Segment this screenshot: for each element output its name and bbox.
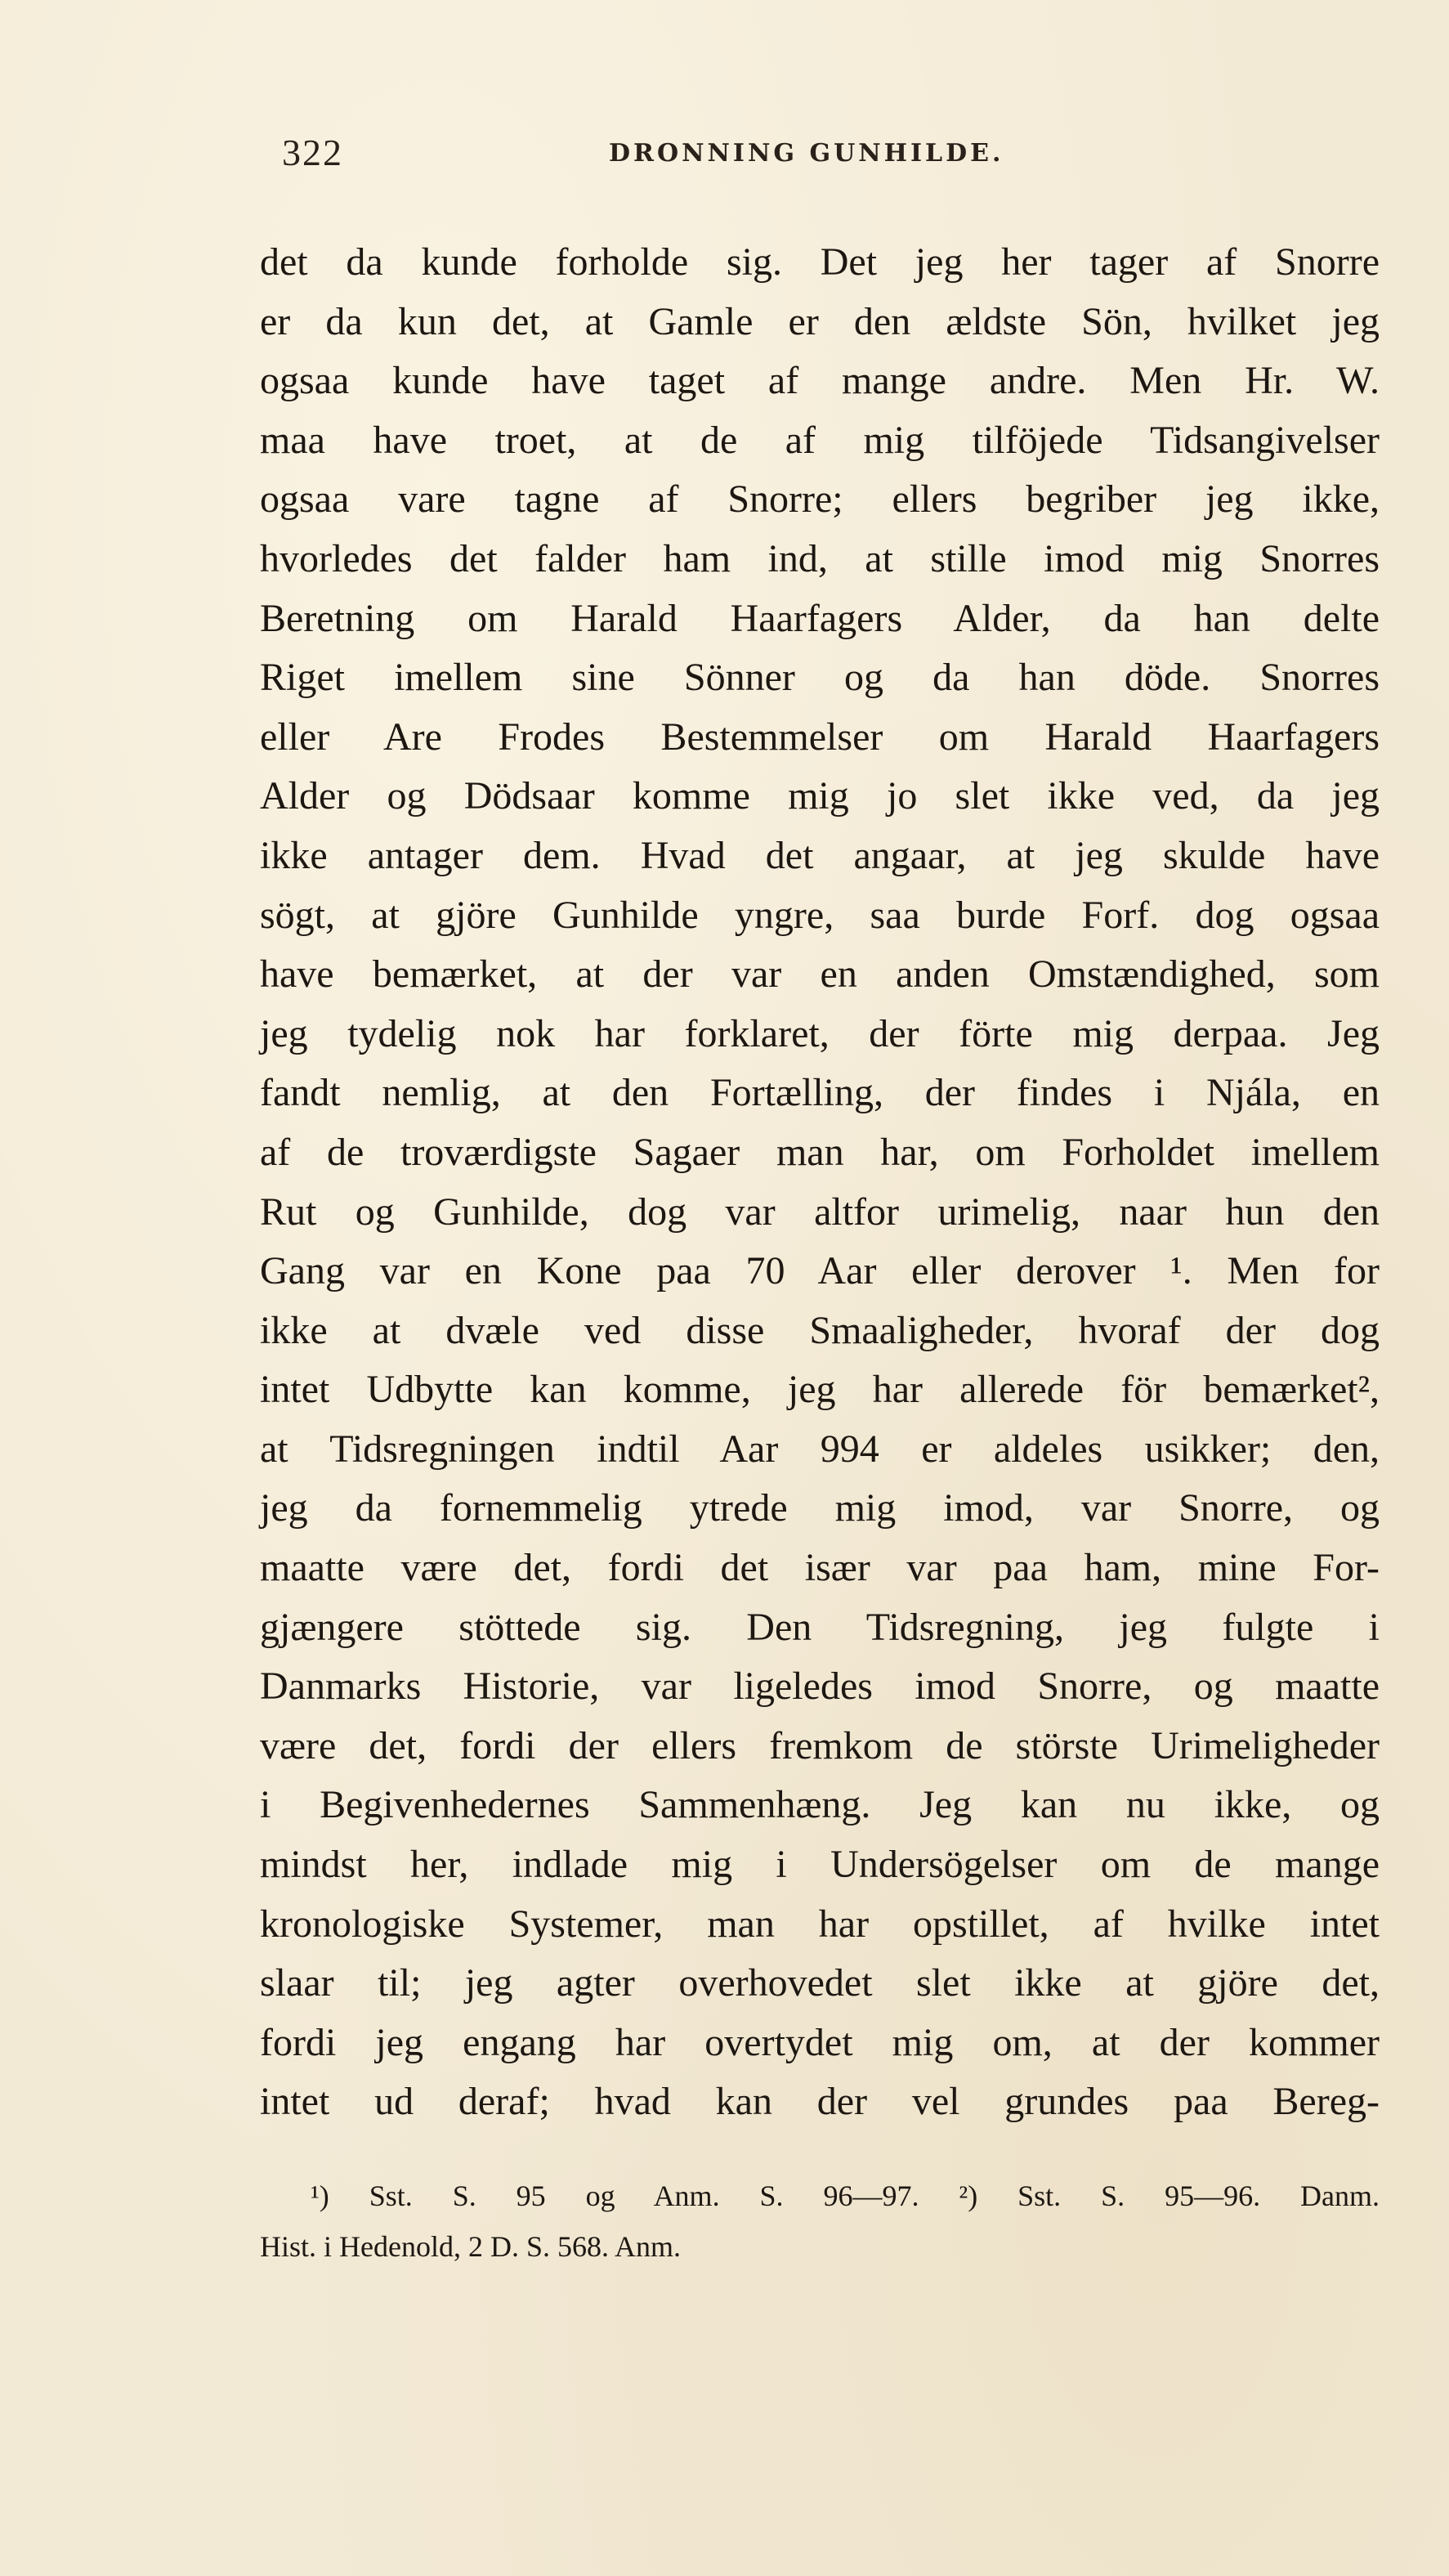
text-line: Alder og Dödsaar komme mig jo slet ikke ved, da jeg bbox=[260, 774, 1380, 818]
text-line: i Begivenhedernes Sammenhæng. Jeg kan nu ikke, og bbox=[260, 1783, 1380, 1827]
page-number: 322 bbox=[282, 132, 343, 173]
footnote-line: Hist. i Hedenold, 2 D. S. 568. Anm. bbox=[260, 2230, 682, 2263]
text-line: eller Are Frodes Bestemmelser om Harald Haarfagers bbox=[260, 715, 1380, 759]
body-text bbox=[260, 233, 1380, 2132]
text-line: intet ud deraf; hvad kan der vel grundes paa Bereg- bbox=[260, 2080, 1380, 2124]
text-line: at Tidsregningen indtil Aar 994 er aldeles usikker; den, bbox=[260, 1427, 1380, 1471]
text-line: intet Udbytte kan komme, jeg har allerede för bemærket², bbox=[260, 1368, 1380, 1412]
text-line: Danmarks Historie, var ligeledes imod Snorre, og maatte bbox=[260, 1664, 1380, 1709]
text-line: jeg da fornemmelig ytrede mig imod, var Snorre, og bbox=[260, 1486, 1380, 1530]
text-line: slaar til; jeg agter overhovedet slet ikke at gjöre det, bbox=[260, 1961, 1380, 2005]
text-line: være det, fordi der ellers fremkom de störste Urimeligheder bbox=[260, 1723, 1380, 1767]
text-line: hvorledes det falder ham ind, at stille imod mig Snorres bbox=[260, 536, 1380, 580]
text-line: maatte være det, fordi det især var paa ham, mine For- bbox=[260, 1546, 1380, 1590]
text-line: jeg tydelig nok har forklaret, der förte mig derpaa. Jeg bbox=[260, 1011, 1380, 1055]
text-line: er da kun det, at Gamle er den ældste Sön, hvilket jeg bbox=[260, 299, 1380, 343]
text-line: maa have troet, at de af mig tilföjede Tidsangivelser bbox=[260, 418, 1380, 462]
text-line: det da kunde forholde sig. Det jeg her tager af Snorre bbox=[260, 240, 1380, 284]
text-line: ikke antager dem. Hvad det angaar, at jeg skulde have bbox=[260, 833, 1380, 877]
text-line: Riget imellem sine Sönner og da han döde. Snorres bbox=[260, 656, 1380, 700]
running-title: DRONNING GUNHILDE. bbox=[609, 139, 1004, 168]
text-line: Beretning om Harald Haarfagers Alder, da han delte bbox=[260, 596, 1380, 640]
text-line: fandt nemlig, at den Fortælling, der findes i Njála, en bbox=[260, 1071, 1380, 1115]
footnotes bbox=[260, 2171, 1380, 2272]
text-line: gjængere stöttede sig. Den Tidsregning, jeg fulgte i bbox=[260, 1605, 1380, 1649]
text-line: have bemærket, at der var en anden Omstændighed, som bbox=[260, 952, 1380, 997]
text-line: ogsaa kunde have taget af mange andre. Men Hr. W. bbox=[260, 359, 1380, 403]
text-line: kronologiske Systemer, man har opstillet, af hvilke intet bbox=[260, 1902, 1380, 1946]
page-header bbox=[0, 131, 1449, 180]
text-line: sögt, at gjöre Gunhilde yngre, saa burde Forf. dog ogsaa bbox=[260, 893, 1380, 937]
text-line: ogsaa vare tagne af Snorre; ellers begriber jeg ikke, bbox=[260, 477, 1380, 522]
text-line: af de troværdigste Sagaer man har, om Forholdet imellem bbox=[260, 1130, 1380, 1174]
text-line: fordi jeg engang har overtydet mig om, at der kommer bbox=[260, 2020, 1380, 2064]
text-line: Gang var en Kone paa 70 Aar eller derover ¹. Men for bbox=[260, 1249, 1380, 1293]
text-line: ikke at dvæle ved disse Smaaligheder, hvoraf der dog bbox=[260, 1308, 1380, 1352]
footnote-line: ¹) Sst. S. 95 og Anm. S. 96—97. ²) Sst. S. 95—96. Danm. bbox=[311, 2180, 1380, 2212]
text-line: mindst her, indlade mig i Undersögelser om de mange bbox=[260, 1843, 1380, 1887]
text-line: Rut og Gunhilde, dog var altfor urimelig, naar hun den bbox=[260, 1189, 1380, 1234]
